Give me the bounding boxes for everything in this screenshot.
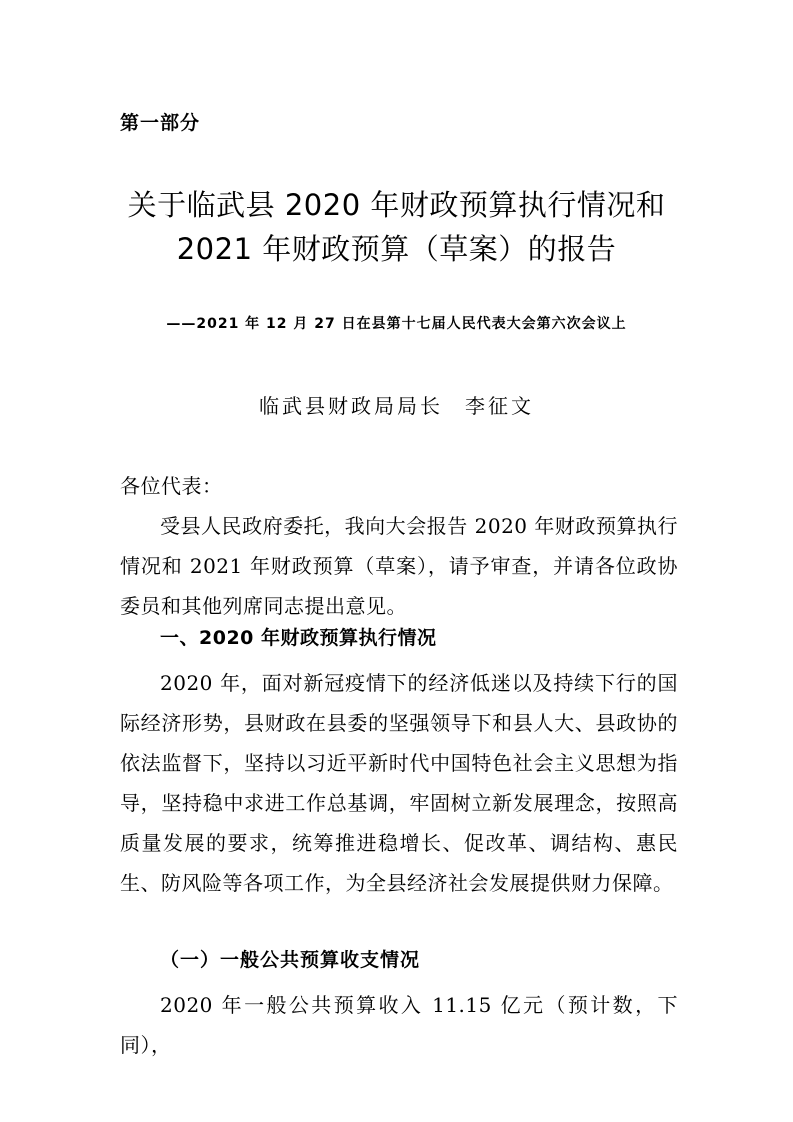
report-subtitle: ——2021 年 12 月 27 日在县第十七届人民代表大会第六次会议上 xyxy=(166,316,627,332)
salutation: 各位代表： xyxy=(120,474,223,498)
paragraph-intro: 受县人民政府委托，我向大会报告 2020 年财政预算执行情况和 2021 年财政预算（草案），请予审查，并请各位政协委员和其他列席同志提出意见。 xyxy=(120,514,678,618)
subsection-heading-1: （一）一般公共预算收支情况 xyxy=(160,949,421,971)
section-label: 第一部分 xyxy=(120,112,201,134)
report-title-line-2: 2021 年财政预算（草案）的报告 xyxy=(176,232,617,266)
report-title-line-1: 关于临武县 2020 年财政预算执行情况和 xyxy=(127,188,666,222)
paragraph-revenue: 2020 年一般公共预算收入 11.15 亿元（预计数，下同）， xyxy=(120,993,678,1057)
author-line xyxy=(0,390,793,419)
section-heading-1: 一、2020 年财政预算执行情况 xyxy=(160,627,437,649)
author-name: 李征文 xyxy=(465,394,534,418)
author-org: 临武县财政局局长 xyxy=(259,394,443,418)
paragraph-overview: 2020 年，面对新冠疫情下的经济低迷以及持续下行的国际经济形势，县财政在县委的坚强领导下和县人大、县政协的依法监督下，坚持以习近平新时代中国特色社会主义思想为指导，坚持稳中求进工作总基调，牢固树立新发展理念，按照高质量发展的要求，统筹推进稳增长、促改革、调结构、惠民生、防风险等各项工作，为全县经济社会发展提供财力保障。 xyxy=(120,671,678,895)
